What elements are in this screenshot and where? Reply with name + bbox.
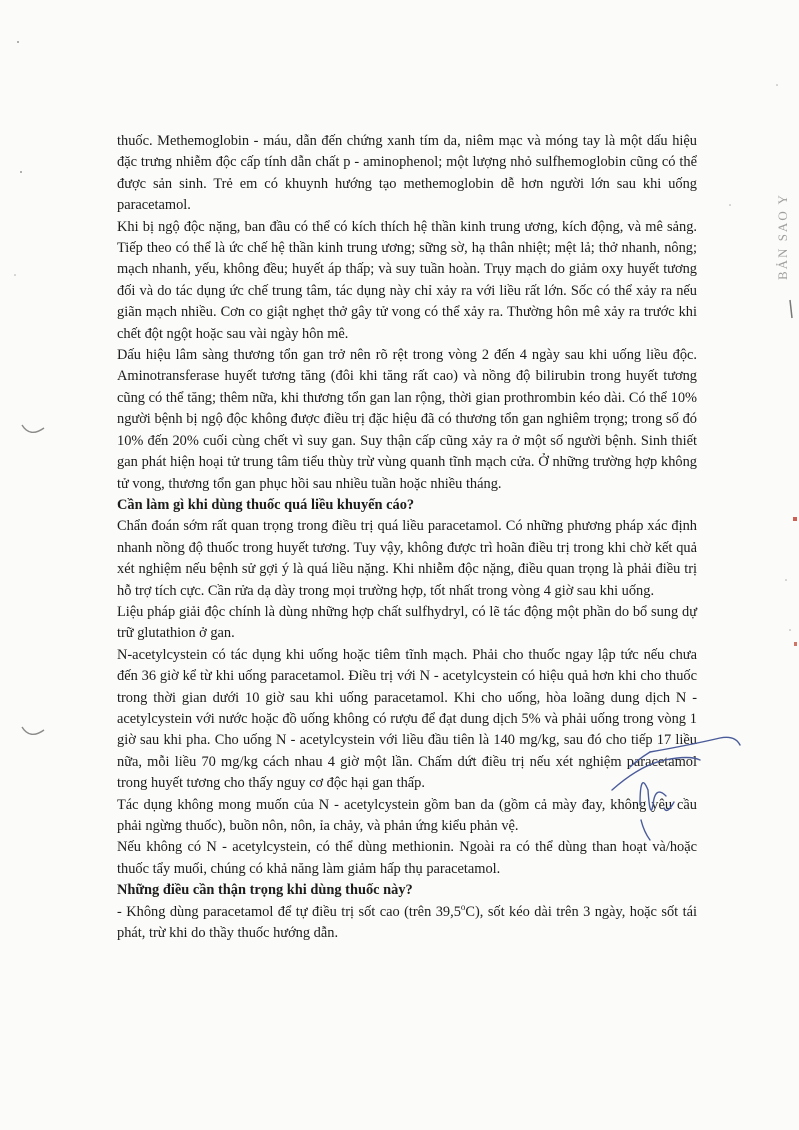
paragraph-fever-warning	[117, 902, 697, 945]
punch-hole-mark-bottom	[22, 727, 44, 734]
paragraph-liver-damage: Dấu hiệu lâm sàng thương tổn gan trở nên rõ rệt trong vòng 2 đến 4 ngày sau khi uống liều độc. Aminotransferase huyết tương tăng (đôi khi tăng rất cao) và nồng độ bilirubin trong huyết tương cũng có thể tăng; thêm nữa, khi thương tổn gan lan rộng, thời gian prothrombin kéo dài. Có thể 10% người bệnh bị ngộ độc không được điều trị đặc hiệu đã có thương tổn gan nghiêm trọng; trong số đó 10% đến 20% cuối cùng chết vì suy gan. Suy thận cấp cũng xảy ra ở một số người bệnh. Sinh thiết gan phát hiện hoại tử trung tâm tiểu thùy trừ vùng quanh tĩnh mạch cửa. Ở những trường hợp không tử vong, thương tổn gan phục hồi sau nhiều tuần hoặc nhiều tháng.	[117, 347, 697, 492]
scan-speck	[776, 84, 778, 86]
margin-stamp	[775, 193, 790, 280]
paragraph-diagnosis: Chẩn đoán sớm rất quan trọng trong điều trị quá liều paracetamol. Có những phương pháp xác định nhanh nồng độ thuốc trong huyết tương. Tuy vậy, không được trì hoãn điều trị trong khi chờ kết quả xét nghiệm nếu bệnh sử gợi ý là quá liều nặng. Khi nhiễm độc nặng, điều quan trọng là phải điều trị hỗ trợ tích cực. Cần rửa dạ dày trong mọi trường hợp, tốt nhất trong vòng 4 giờ sau khi uống.	[117, 518, 697, 599]
fever-text-end: C), sốt kéo dài trên 3 ngày, hoặc sốt tái phát, trừ khi do thầy thuốc hướng dẫn.	[117, 903, 697, 942]
margin-stamp-text: BẢN SAO Y	[775, 193, 790, 280]
scan-speck	[789, 629, 791, 631]
degree-symbol: o	[460, 901, 466, 912]
paragraph-methionine: Nếu không có N - acetylcystein, có thể dùng methionin. Ngoài ra có thể dùng than hoạt và/hoặc thuốc tẩy muối, chúng có khả năng làm giảm hấp thụ paracetamol.	[117, 839, 697, 877]
heading-precautions: Những điều cần thận trọng khi dùng thuốc này?	[117, 882, 413, 899]
paragraph-acetylcysteine: N-acetylcystein có tác dụng khi uống hoặc tiêm tĩnh mạch. Phải cho thuốc ngay lập tức nếu chưa đến 36 giờ kể từ khi uống paracetamol. Điều trị với N - acetylcystein có hiệu quả hơn khi cho thuốc trong thời gian dưới 10 giờ sau khi uống paracetamol. Khi cho uống, hòa loãng dung dịch N - acetylcystein với nước hoặc đồ uống không có rượu để đạt dung dịch 5% và phải uống trong vòng 1 giờ sau khi pha. Cho uống N - acetylcystein với liều đầu tiên là 140 mg/kg, sau đó cho tiếp 17 liều nữa, mỗi liều 70 mg/kg cách nhau 4 giờ một lần. Chấm dứt điều trị nếu xét nghiệm paracetamol trong huyết tương cho thấy nguy cơ độc hại gan thấp.	[117, 646, 697, 792]
red-edge-mark	[794, 642, 797, 646]
paragraph-severe-poisoning: Khi bị ngộ độc nặng, ban đầu có thể có kích thích hệ thần kinh trung ương, kích động, và mê sảng. Tiếp theo có thể là ức chế hệ thần kinh trung ương; sững sờ, hạ thân nhiệt; mệt lả; thở nhanh, nông; mạch nhanh, yếu, không đều; huyết áp thấp; và suy tuần hoàn. Trụy mạch do giảm oxy huyết tương đối và do tác dụng ức chế trung tâm, tác dụng này chỉ xảy ra với liều rất lớn. Sốc có thể xảy ra nếu giãn mạch nhiều. Cơn co giật nghẹt thở gây tử vong có thể xảy ra. Thường hôn mê xảy ra trước khi chết đột ngột hoặc sau vài ngày hôn mê.	[117, 218, 697, 342]
scan-speck	[14, 274, 16, 276]
red-edge-mark	[793, 517, 797, 521]
document-body	[117, 131, 697, 944]
scan-speck	[729, 204, 731, 206]
fever-text-start: - Không dùng paracetamol để tự điều trị sốt cao (trên 39,5	[117, 903, 461, 920]
paragraph-side-effects: Tác dụng không mong muốn của N - acetylcystein gồm ban da (gồm cả mày đay, không yêu cầu phải ngừng thuốc), buồn nôn, nôn, ỉa chảy, và phản ứng kiểu phản vệ.	[117, 796, 697, 834]
paragraph-methemoglobin: thuốc. Methemoglobin - máu, dẫn đến chứng xanh tím da, niêm mạc và móng tay là một dấu hiệu đặc trưng nhiễm độc cấp tính dẫn chất p - aminophenol; một lượng nhỏ sulfhemoglobin cũng có thể được sản sinh. Trẻ em có khuynh hướng tạo methemoglobin dễ hơn người lớn sau khi uống paracetamol.	[117, 133, 697, 214]
heading-overdose: Cần làm gì khi dùng thuốc quá liều khuyến cáo?	[117, 496, 415, 513]
paragraph-sulfhydryl: Liệu pháp giải độc chính là dùng những hợp chất sulfhydryl, có lẽ tác động một phần do bổ sung dự trữ glutathion ở gan.	[117, 603, 697, 642]
scan-speck	[785, 579, 787, 581]
scan-speck	[20, 171, 22, 173]
margin-tick	[790, 300, 792, 318]
punch-hole-mark-top	[22, 425, 44, 432]
scan-speck	[17, 41, 19, 43]
